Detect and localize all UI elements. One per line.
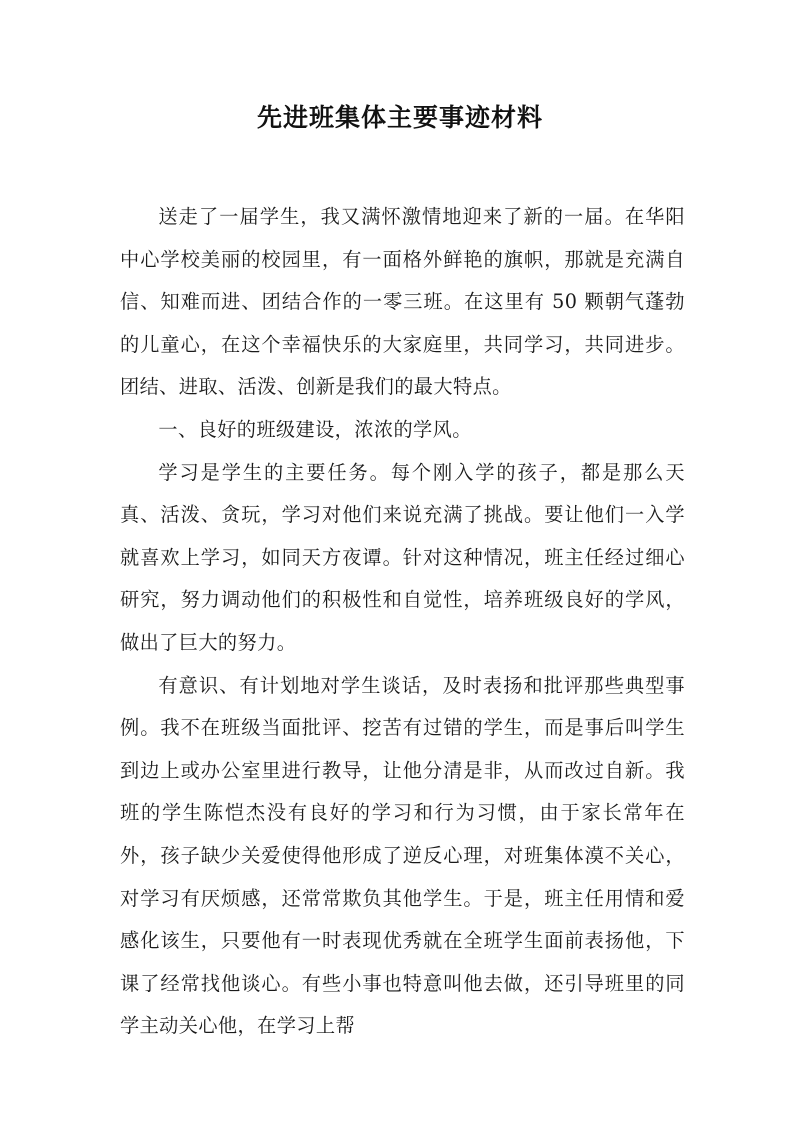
document-title: 先进班集体主要事迹材料 <box>256 103 543 132</box>
document-body <box>120 196 685 1048</box>
section-heading-1: 一、良好的班级建设，浓浓的学风。 <box>158 417 472 441</box>
paragraph-guidance: 有意识、有计划地对学生谈话，及时表扬和批评那些典型事例。我不在班级当面批评、挖苦有过错的学生，而是事后叫学生到边上或办公室里进行教导，让他分清是非，从而改过自新。我班的学生陈恺杰没有良好的学习和行为习惯，由于家长常年在外，孩子缺少关爱使得他形成了逆反心理，对班集体漠不关心，对学习有厌烦感，还常常欺负其他学生。于是，班主任用情和爱感化该生，只要他有一时表现优秀就在全班学生面前表扬他，下课了经常找他谈心。有些小事也特意叫他去做，还引导班里的同学主动关心他，在学习上帮 <box>120 673 685 1038</box>
paragraph-study: 学习是学生的主要任务。每个刚入学的孩子，都是那么天真、活泼、贪玩，学习对他们来说充满了挑战。要让他们一入学就喜欢上学习，如同天方夜谭。针对这种情况，班主任经过细心研究，努力调动他们的积极性和自觉性，培养班级良好的学风，做出了巨大的努力。 <box>120 460 685 654</box>
paragraph-intro: 送走了一届学生，我又满怀激情地迎来了新的一届。在华阳中心学校美丽的校园里，有一面格外鲜艳的旗帜，那就是充满自信、知难而进、团结合作的一零三班。在这里有 50 颗朝气蓬勃的儿童心，在这个幸福快乐的大家庭里，共同学习，共同进步。团结、进取、活泼、创新是我们的最大特点。 <box>120 205 685 399</box>
